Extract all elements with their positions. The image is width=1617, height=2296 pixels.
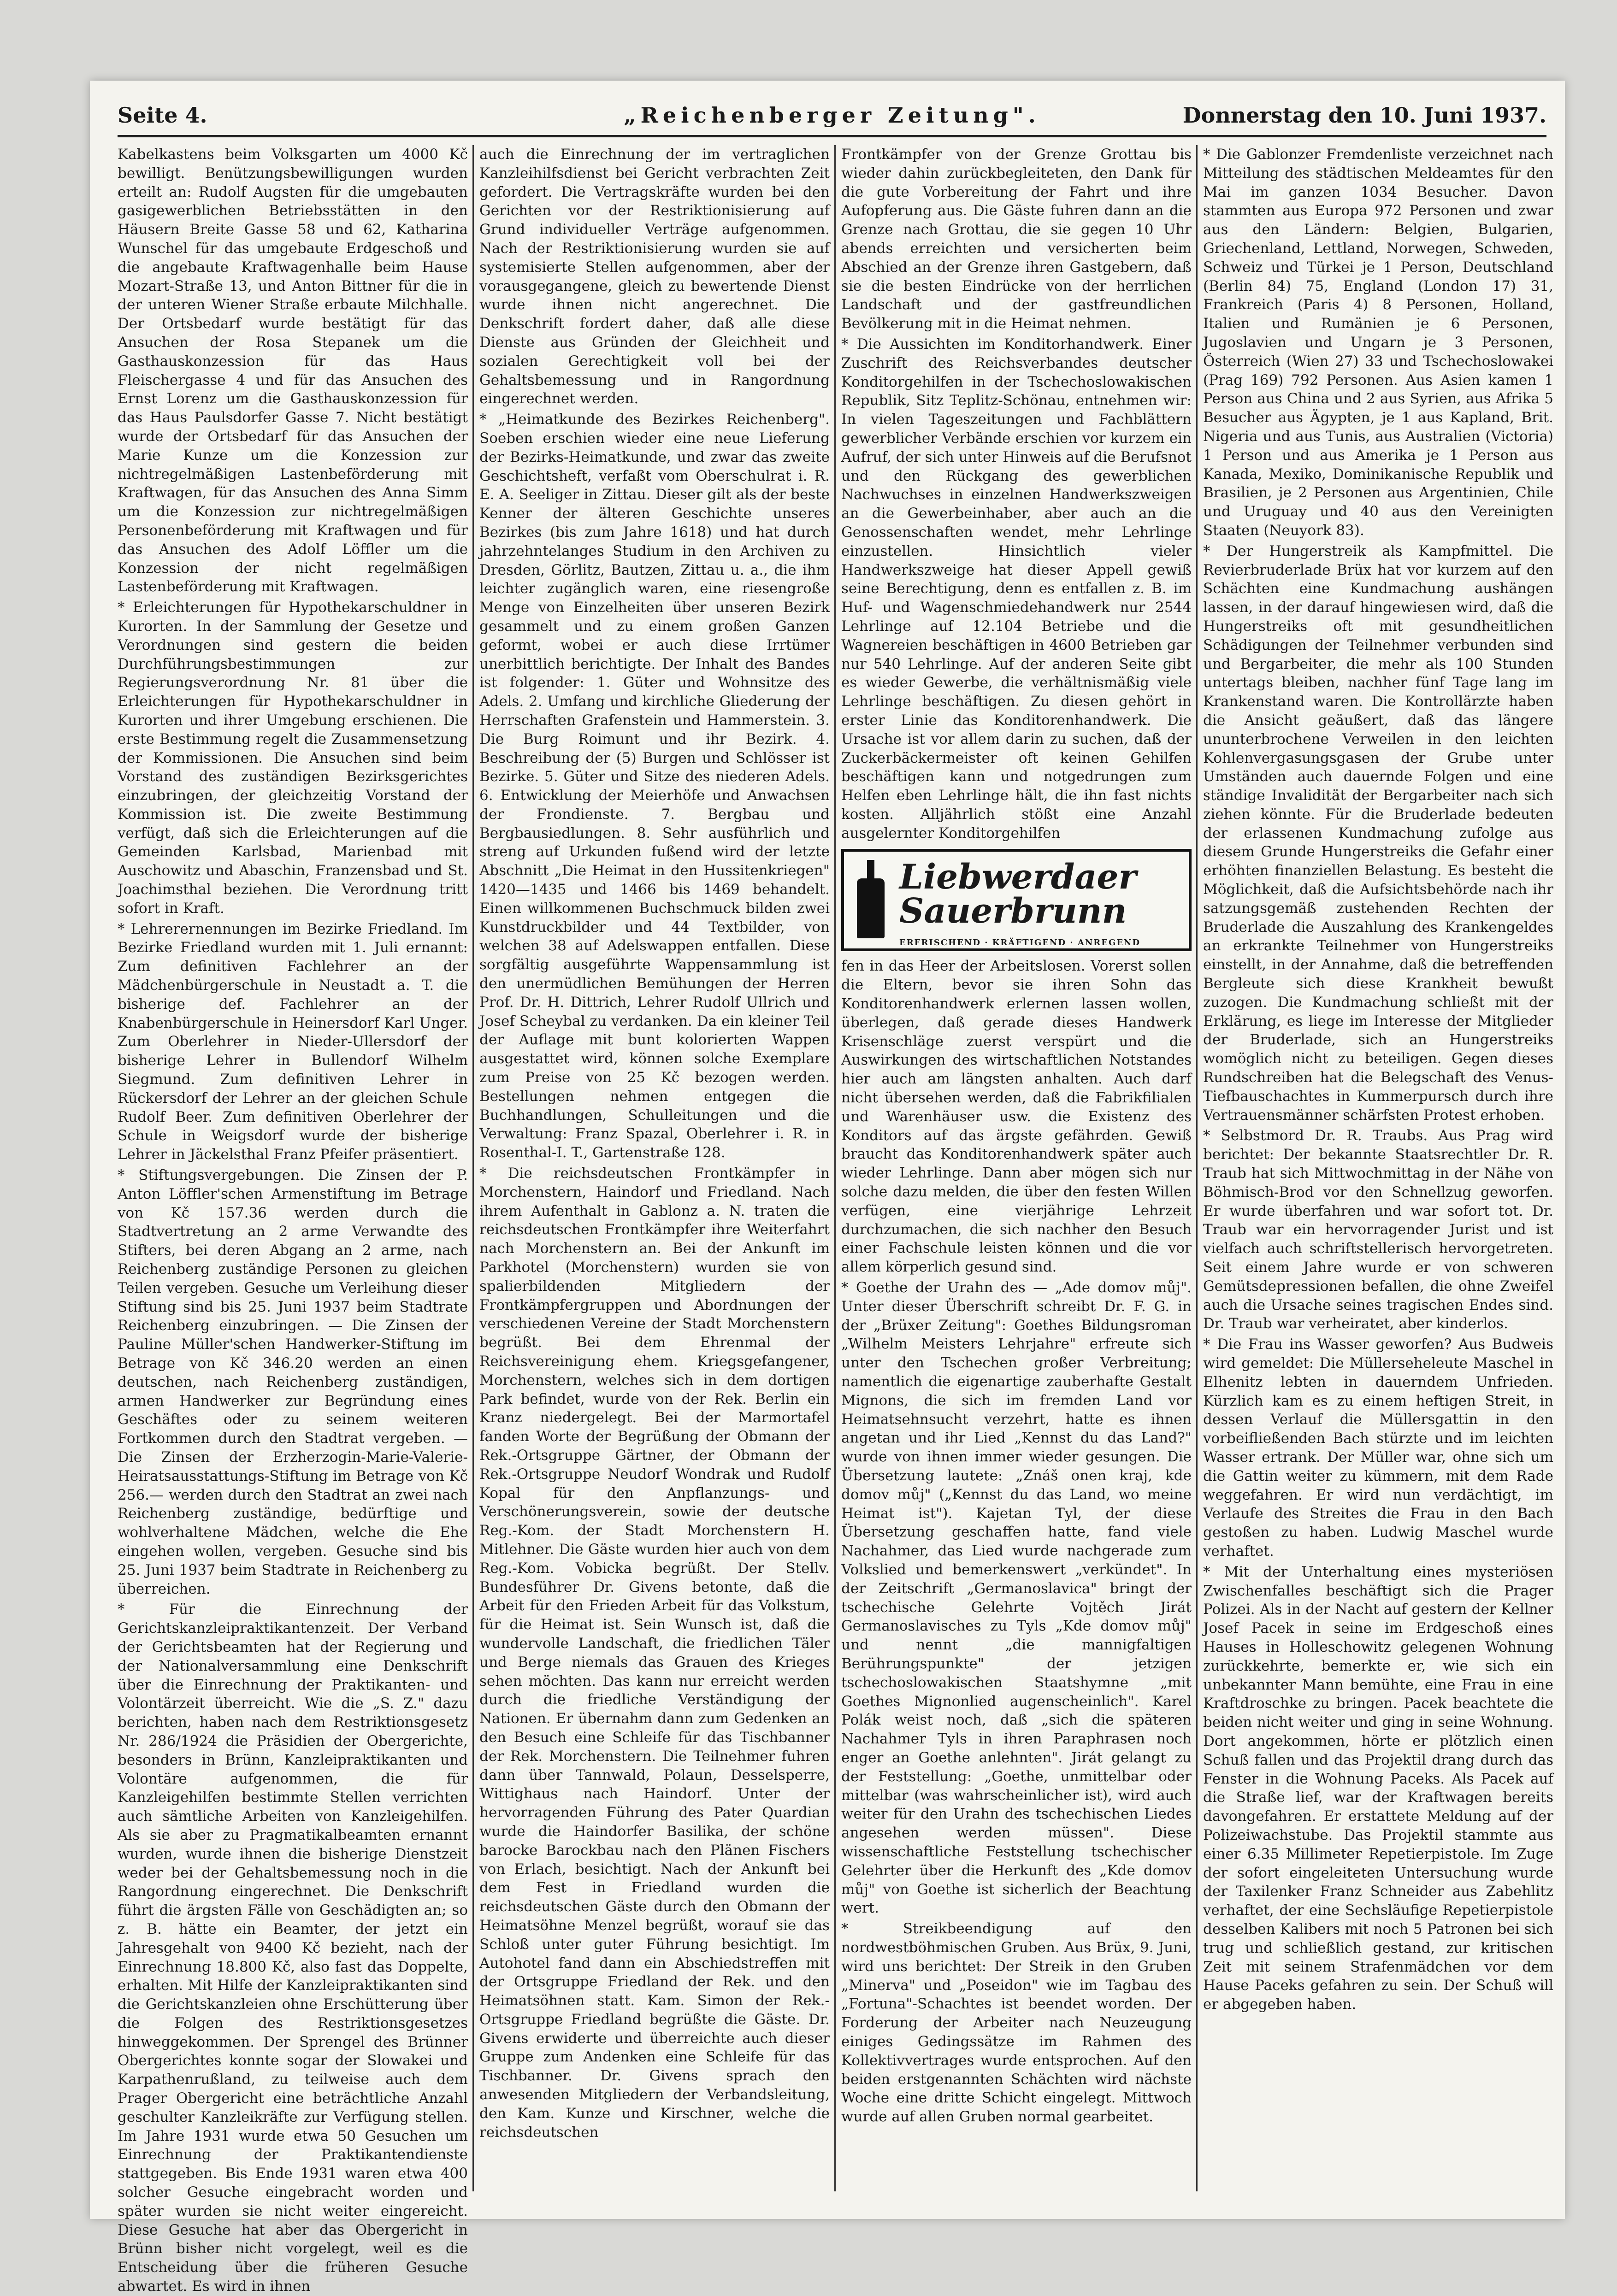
column-2 bbox=[479, 145, 830, 2191]
article-paragraph: * Die Frau ins Wasser geworfen? Aus Budweis wird gemeldet: Die Müllerseheleute Maschel in Elhenitz lebten in dauerndem Unfrieden. Kürzlich kam es zu einem heftigen Streit, in dessen Verlauf die Müllersgattin in den vorbeifließenden Bach stürzte und im leichten Wasser ertrank. Der Müller war, ohne sich um die Gattin weiter zu kümmern, mit dem Rade weggefahren. Er wird nun verdächtigt, im Verlaufe des Streites die Frau in den Bach gestoßen zu haben. Ludwig Maschel wurde verhaftet. bbox=[1203, 1336, 1553, 1560]
article-paragraph: * Für die Einrechnung der Gerichtskanzleipraktikantenzeit. Der Verband der Gerichtsbeamten hat der Regierung und der Nationalversammlung eine Denkschrift über die Einrechnung der Praktikanten- und Volontärzeit überreicht. Wie die „S. Z." dazu berichten, haben nach dem Restriktionsgesetz Nr. 286/1924 die Präsidien der Obergerichte, besonders in Brünn, Kanzleipraktikanten und Volontäre aufgenommen, die für Kanzleigehilfen bestimmte Stellen verrichten auch sämtliche Arbeiten von Kanzleigehilfen. Als sie aber zu Pragmatikalbeamten ernannt wurden, wurde ihnen die bisherige Dienstzeit weder bei der Gehaltsbemessung noch in die Rangordnung eingerechnet. Die Denkschrift führt die ärgsten Fälle von Geschädigten an; so z. B. hätte ein Beamter, der jetzt ein Jahresgehalt von 9400 Kč bezieht, nach der Einrechnung 18.800 Kč, also fast das Doppelte, erhalten. Mit Hilfe der Kanzleipraktikanten sind die Gerichtskanzleien ohne Erschütterung über die Folgen des Restriktionsgesetzes hinweggekommen. Der Sprengel des Brünner Obergerichtes konnte sogar der Slowakei und Karpathenrußland, zu teilweise auch dem Prager Obergericht eine beträchtliche Anzahl geschulter Kanzleikräfte zur Verfügung stellen. Im Jahre 1931 wurde etwa 50 Gesuchen um Einrechnung der Praktikantendienste stattgegeben. Bis Ende 1931 waren etwa 400 solcher Gesuche eingebracht worden und später wurden sie nicht weiter eingereicht. Diese Gesuche hat aber das Obergericht in Brünn bisher nicht vorgelegt, weil es die Entscheidung über die früheren Gesuche abwartet. Es wird in ihnen bbox=[118, 1601, 468, 2295]
article-paragraph: * „Heimatkunde des Bezirkes Reichenberg". Soeben erschien wieder eine neue Lieferung der Bezirks-Heimatkunde, und zwar das zweite Geschichtsheft, verfaßt vom Oberschulrat i. R. E. A. Seeliger in Zittau. Dieser gilt als der beste Kenner der älteren Geschichte unseres Bezirkes (bis zum Jahre 1618) und hat durch jahrzehntelanges Studium in den Archiven zu Dresden, Görlitz, Bautzen, Zittau u. a., die ihm leichter zugänglich waren, eine riesengroße Menge von Einzelheiten über unseren Bezirk gesammelt und zu einem großen Ganzen geformt, wobei er auch diese Irrtümer unerbittlich berichtigte. Der Inhalt des Bandes ist folgender: 1. Güter und Wohnsitze des Adels. 2. Umfang und kirchliche Gliederung der Herrschaften Grafenstein und Hammerstein. 3. Die Burg Roimunt und ihr Bezirk. 4. Beschreibung der (5) Burgen und Schlösser ist Bezirke. 5. Güter und Sitze des niederen Adels. 6. Entwicklung der Meierhöfe und Anwachsen der Frondienste. 7. Bergbau und Bergbausiedlungen. 8. Sehr ausführlich und streng auf Urkunden fußend wird der letzte Abschnitt „Die Heimat in den Hussitenkriegen" 1420—1435 und 1466 bis 1469 behandelt. Einen willkommenen Buchschmuck bilden zwei Kunstdruckbilder und 44 Textbilder, von welchen 38 auf Adelswappen entfallen. Diese sorgfältig ausgeführte Wappensammlung ist den unermüdlichen Bemühungen der Herren Prof. Dr. H. Dittrich, Lehrer Rudolf Ullrich und Josef Scheybal zu verdanken. Da ein kleiner Teil der Auflage mit bunt kolorierten Wappen ausgestattet wird, können solche Exemplare zum Preise von 25 Kč bezogen werden. Bestellungen nehmen entgegen die Buchhandlungen, Schulleitungen und die Verwaltung: Franz Spazal, Oberlehrer i. R. in Rosenthal-I. T., Gartenstraße 128. bbox=[479, 411, 830, 1161]
article-paragraph: * Die reichsdeutschen Frontkämpfer in Morchenstern, Haindorf und Friedland. Nach ihrem Aufenthalt in Gablonz a. N. traten die reichsdeutschen Frontkämpfer ihre Weiterfahrt nach Morchenstern an. Bei der Ankunft im Parkhotel (Morchenstern) wurden sie von spalierbildenden Mitgliedern der Frontkämpfergruppen und Abordnungen der verschiedenen Vereine der Stadt Morchenstern begrüßt. Bei dem Ehrenmal der Reichsvereinigung ehem. Kriegsgefangener, Morchenstern, welches sich in dem dortigen Park befindet, wurde von der Rek. Berlin ein Kranz niedergelegt. Bei der Marmortafel fanden Worte der Begrüßung der Obmann der Rek.-Ortsgruppe Gärtner, der Obmann der Rek.-Ortsgruppe Neudorf Wondrak und Rudolf Kopal für den Anpflanzungs- und Verschönerungsverein, sowie der deutsche Reg.-Kom. der Stadt Morchenstern H. Mitlehner. Die Gäste wurden hier auch von dem Reg.-Kom. Vobicka begrüßt. Der Stellv. Bundesführer Dr. Givens betonte, daß die Arbeit für den Frieden Arbeit für das Volkstum, für die Heimat ist. Sein Wunsch ist, daß die wundervolle Landschaft, die friedlichen Täler und Berge niemals das Grauen des Krieges sehen möchten. Das kann nur erreicht werden durch die friedliche Verständigung der Nationen. Er übernahm dann zum Gedenken an den Besuch eine Schleife für das Tischbanner der Rek. Morchenstern. Die Teilnehmer fuhren dann über Tannwald, Polaun, Desselsperre, Wittighaus nach Haindorf. Unter der hervorragenden Führung des Pater Quardian wurde die Haindorfer Basilika, der schöne barocke Barockbau nach den Plänen Fischers von Erlach, besichtigt. Nach der Ankunft bei dem Fest in Friedland wurden die reichsdeutschen Gäste durch den Obmann der Heimatsöhne Menzel begrüßt, worauf sie das Schloß unter guter Führung besichtigt. Im Autohotel fand dann ein Abschiedstreffen mit der Ortsgruppe Friedland der Rek. und den Heimatsöhnen statt. Kam. Simon der Rek.-Ortsgruppe Friedland begrüßte die Gäste. Dr. Givens erwiderte und überreichte auch dieser Gruppe zum Andenken eine Schleife für das Tischbanner. Dr. Givens sprach den anwesenden Mitgliedern der Verbandsleitung, den Kam. Kunze und Kirschner, welche die reichsdeutschen bbox=[479, 1165, 830, 2141]
column-1 bbox=[118, 145, 468, 2295]
article-paragraph: * Die Aussichten im Konditorhandwerk. Einer Zuschrift des Reichsverbandes deutscher Konditorgehilfen in der Tschechoslowakischen Republik, Sitz Teplitz-Schönau, entnehmen wir: In vielen Tageszeitungen und Fachblättern gewerblicher Verbände erschien vor kurzem ein Aufruf, der sich unter Hinweis auf die Berufsnot und den Rückgang des gewerblichen Nachwuchses in einzelnen Handwerkszweigen an die Gewerbeinhaber, aber auch an die Genossenschaften wendet, mehr Lehrlinge einzustellen. Hinsichtlich vieler Handwerkszweige hat dieser Appell gewiß seine Berechtigung, denn es entfallen z. B. im Huf- und Wagenschmiedehandwerk nur 2544 Lehrlinge auf 12.104 Betriebe und die Wagnereien beschäftigen in 4600 Betrieben gar nur 540 Lehrlinge. Auf der anderen Seite gibt es wieder Gewerbe, die verhältnismäßig viele Lehrlinge beschäftigen. Zu diesen gehört in erster Linie das Konditorenhandwerk. Die Ursache ist vor allem darin zu suchen, daß der Zuckerbäckermeister oft keinen Gehilfen beschäftigen kann und notgedrungen zum Helfen eben Lehrlinge hält, die ihn fast nichts kosten. Alljährlich stößt eine Anzahl ausgelernter Konditorgehilfen bbox=[841, 336, 1192, 842]
ad-brand-line1: Liebwerdaer bbox=[899, 857, 1137, 897]
column-divider bbox=[834, 145, 836, 2191]
article-paragraph: * Streikbeendigung auf den nordwestböhmischen Gruben. Aus Brüx, 9. Juni, wird uns berichtet: Der Streik in den Gruben „Minerva" und „Poseidon" wie im Tagbau des „Fortuna"-Schachtes ist beendet worden. Der Forderung der Arbeiter nach Neuzeugung einiges Gedingssätze im Rahmen des Kollektivvertrages wurde entsprochen. Auf den beiden erstgenannten Schächten wird nächste Woche eine dritte Schicht eingelegt. Mittwoch wurde auf allen Gruben normal gearbeitet. bbox=[841, 1920, 1192, 2125]
page-header bbox=[118, 103, 1546, 140]
article-paragraph: * Mit der Unterhaltung eines mysteriösen Zwischenfalles beschäftigt sich die Prager Polizei. Als in der Nacht auf gestern der Kellner Josef Pacek in seine im Erdgeschoß eines Hauses in Holleschowitz gelegenen Wohnung zurückkehrte, bemerkte er, wie sich ein unbekannter Mann bemühte, eine Frau in eine Kraftdroschke zu bringen. Pacek beachtete die beiden nicht weiter und ging in seine Wohnung. Dort angekommen, hörte er plötzlich einen Schuß fallen und das Projektil drang durch das Fenster in die Wohnung Paceks. Als Pacek auf die Straße lief, war der Kraftwagen bereits davongefahren. Er erstattete Meldung auf der Polizeiwachstube. Das Projektil stammte aus einer 6.35 Millimeter Repetierpistole. Im Zuge der sofort eingeleiteten Untersuchung wurde der Taxilenker Franz Schneider aus Zabehlitz verhaftet, der eine Sechsläufige Repetierpistole desselben Kalibers mit noch 5 Patronen bei sich trug und schließlich gestand, zur kritischen Zeit mit seinem Strafenmädchen vor dem Hause Paceks gefahren zu sein. Der Schuß will er abgegeben haben. bbox=[1203, 1563, 1553, 2013]
page-number: Seite 4. bbox=[118, 103, 207, 128]
article-paragraph: * Der Hungerstreik als Kampfmittel. Die Revierbruderlade Brüx hat vor kurzem auf den Schächten eine Kundmachung aushängen lassen, in der darauf hingewiesen wird, daß die Hungerstreiks oft mit gesundheitlichen Schädigungen der Teilnehmer verbunden sind und Bergarbeiter, die mehr als 100 Stunden untertags bleiben, nachher fünf Tage lang im Krankenstand waren. Die Kontrollärzte haben die Ansicht geäußert, daß das längere ununterbrochene Verweilen in den leichten Kohlenvergasungsgasen der Grube unter Umständen auch dauernde Folgen und eine ständige Invalidität der Bergarbeiter nach sich ziehen könnte. Für die Bruderlade bedeuten der erlassenen Kundmachung zufolge aus diesem Grunde Hungerstreiks die Gefahr einer erhöhten finanziellen Belastung. Es besteht die Möglichkeit, daß die Aufsichtsbehörde nach ihr satzungsgemäß zustehenden Rechten der Bruderlade die Auszahlung des Krankengeldes an erkrankte Teilnehmer von Hungerstreiks einstellt, in der Annahme, daß die betreffenden Bergleute sich diese Krankheit bewußt zuzogen. Die Kundmachung schließt mit der Erklärung, es liege im Interesse der Mitglieder der Bruderlade, sich an Hungerstreiks womöglich nicht zu beteiligen. Gegen dieses Rundschreiben hat die Belegschaft des Venus-Tiefbauschachtes in Kummerpursch durch ihre Vertrauensmänner schärfsten Protest erhoben. bbox=[1203, 542, 1553, 1124]
article-paragraph: fen in das Heer der Arbeitslosen. Vorerst sollen die Eltern, bevor sie ihren Sohn das Konditorenhandwerk erlernen lassen wollen, überlegen, daß gerade dieses Handwerk Krisenschläge zuerst verspürt und die Auswirkungen des wirtschaftlichen Notstandes hier auch am längsten anhalten. Auch darf nicht übersehen werden, daß die Fabrikfilialen und Warenhäuser usw. die Existenz des Konditors auf das ärgste gefährden. Gewiß braucht das Konditorenhandwerk später auch wieder Lehrlinge. Dann aber mögen sich nur solche dazu melden, die über den festen Willen verfügen, eine vierjährige Lehrzeit durchzumachen, die sich nachher den Besuch einer Fachschule leisten können und die vor allem körperlich gesund sind. bbox=[841, 958, 1192, 1276]
article-paragraph: * Die Gablonzer Fremdenliste verzeichnet nach Mitteilung des städtischen Meldeamtes für den Mai im ganzen 1034 Besucher. Davon stammten aus Europa 972 Personen und zwar aus den Ländern: Belgien, Bulgarien, Griechenland, Lettland, Norwegen, Schweden, Schweiz und Türkei je 1 Person, Deutschland (Berlin 84) 75, England (London 17) 31, Frankreich (Paris 4) 8 Personen, Holland, Italien und Rumänien je 6 Personen, Jugoslavien und Ungarn je 3 Personen, Österreich (Wien 27) 33 und Tschechoslowakei (Prag 169) 792 Personen. Aus Asien kamen 1 Person aus China und 2 aus Syrien, aus Afrika 5 Besucher aus Ägypten, je 1 aus Kapland, Brit. Nigeria und aus Tunis, aus Australien (Victoria) 1 Person und aus Amerika je 1 Person aus Kanada, Mexiko, Dominikanische Republik und Brasilien, je 2 Personen aus Argentinien, Chile und Uruguay und 40 aus den Vereinigten Staaten (Neuyork 83). bbox=[1203, 146, 1553, 539]
article-paragraph: Kabelkastens beim Volksgarten um 4000 Kč bewilligt. Benützungsbewilligungen wurden erteilt an: Rudolf Augsten für die umgebauten gasigewerblichen Betriebsstätten in den Häusern Breite Gasse 58 und 62, Katharina Wunschel für das umgebaute Erdgeschoß und die angebaute Kraftwagenhalle beim Hause Mozart-Straße 13, und Anton Bittner für die in der unteren Wiener Straße erbaute Milchhalle. Der Ortsbedarf wurde bestätigt für das Ansuchen der Rosa Stepanek um die Gasthauskonzession für das Haus Fleischergasse 4 und für das Ansuchen des Ernst Lorenz um die Gasthauskonzession für das Haus Paulsdorfer Gasse 7. Nicht bestätigt wurde der Ortsbedarf für das Ansuchen der Marie Kunze um die Konzession zur nichtregelmäßigen Lastenbeförderung mit Kraftwagen, für das Ansuchen des Anna Simm um die Konzession zur nichtregelmäßigen Personenbeförderung mit Kraftwagen und für das Ansuchen des Adolf Löffler um die Konzession der nicht regelmäßigen Lastenbeförderung mit Kraftwagen. bbox=[118, 146, 468, 595]
newspaper-page bbox=[90, 81, 1565, 2295]
advertisement-liebwerdaer bbox=[841, 849, 1192, 951]
article-paragraph: * Lehrerernennungen im Bezirke Friedland. Im Bezirke Friedland wurden mit 1. Juli ernannt: Zum definitiven Fachlehrer an der Mädchenbürgerschule in Neustadt a. T. die bisherige def. Fachlehrer an der Knabenbürgerschule in Heinersdorf Karl Unger. Zum Oberlehrer in Nieder-Ullersdorf der bisherige Lehrer in Bullendorf Wilhelm Siegmund. Zum definitiven Lehrer in Rückersdorf der Lehrer an der gleichen Schule Rudolf Beer. Zum definitiven Oberlehrer der Schule in Weigsdorf wurde der bisherige Lehrer in Jäckelsthal Franz Pfeifer präsentiert. bbox=[118, 920, 468, 1163]
column-3 bbox=[841, 145, 1192, 2191]
issue-date: Donnerstag den 10. Juni 1937. bbox=[1182, 103, 1546, 128]
header-rule bbox=[118, 135, 1546, 137]
article-paragraph: auch die Einrechnung der im vertraglichen Kanzleihilfsdienst bei Gericht verbrachten Zeit gefordert. Die Vertragskräfte wurden bei den Gerichten vor der Restriktionisierung auf Grund individueller Verträge aufgenommen. Nach der Restriktionisierung wurden sie auf systemisierte Stellen aufgenommen, aber der vorausgegangene, gleich zu bewertende Dienst wurde ihnen nicht angerechnet. Die Denkschrift fordert daher, daß alle diese Dienste aus Gründen der Gleichheit und sozialen Gerechtigkeit voll bei der Gehaltsbemessung und in Rangordnung eingerechnet werden. bbox=[479, 146, 830, 407]
article-paragraph: * Stiftungsvergebungen. Die Zinsen der P. Anton Löffler'schen Armenstiftung im Betrage von Kč 157.36 werden durch die Stadtvertretung an 2 arme Verwandte des Stifters, bei deren Abgang an 2 arme, nach Reichenberg zuständige Personen zu gleichen Teilen vergeben. Gesuche um Verleihung dieser Stiftung sind bis 25. Juni 1937 beim Stadtrate Reichenberg einzubringen. — Die Zinsen der Pauline Müller'schen Handwerker-Stiftung im Betrage von Kč 346.20 werden an einen deutschen, nach Reichenberg zuständigen, armen Handwerker zur Begründung eines Geschäftes oder zu seinem weiteren Fortkommen durch den Stadtrat vergeben. — Die Zinsen der Erzherzogin-Marie-Valerie-Heiratsausstattungs-Stiftung im Betrage von Kč 256.— werden durch den Stadtrat an zwei nach Reichenberg zuständige, bedürftige und wohlverhaltene Mädchen, welche die Ehe eingehen wollen, vergeben. Gesuche sind bis 25. Juni 1937 beim Stadtrate in Reichenberg zu überreichen. bbox=[118, 1167, 468, 1597]
article-paragraph: * Goethe der Urahn des — „Ade domov můj". Unter dieser Überschrift schreibt Dr. F. G. in der „Brüxer Zeitung": Goethes Bildungsroman „Wilhelm Meisters Lehrjahre" erfreute sich unter den Tschechen großer Verbreitung; namentlich die eigenartige zauberhafte Gestalt Mignons, die sich im fremden Land vor Heimatsehnsucht verzehrt, hatte es ihnen angetan und ihr Lied „Kennst du das Land?" wurde von ihnen immer wieder gesungen. Die Übersetzung lautete: „Znáš onen kraj, kde domov můj" („Kennst du das Land, wo meine Heimat ist"). Kajetan Tyl, der diese Übersetzung geschaffen hatte, fand viele Nachahmer, das Lied wurde nachgerade zum Volkslied und bemerkenswert „verkündet". In der Zeitschrift „Germanoslavica" bringt der tschechische Gelehrte Vojtěch Jirát Germanoslavisches zu Tyls „Kde domov můj" und nennt „die mannigfaltigen Berührungspunkte" der jetzigen tschechoslowakischen Staatshymne „mit Goethes Mignonlied augenscheinlich". Karel Polák weist noch, daß „sich die späteren Nachahmer Tyls in ihren Paraphrasen noch enger an Goethe anlehnten". Jirát gelangt zu der Feststellung: „Goethe, unmittelbar oder mittelbar (was wahrscheinlicher ist), wird auch weiter für den Urahn des tschechischen Liedes angesehen werden müssen". Diese wissenschaftliche Feststellung tschechischer Gelehrter über die Herkunft des „Kde domov můj" von Goethe ist sicherlich der Beachtung wert. bbox=[841, 1279, 1192, 1917]
ad-tagline: ERFRISCHEND · KRÄFTIGEND · ANREGEND bbox=[899, 938, 1141, 948]
columns bbox=[118, 145, 1553, 2295]
column-4 bbox=[1203, 145, 1553, 2191]
article-paragraph: * Erleichterungen für Hypothekarschuldner in Kurorten. In der Sammlung der Gesetze und Verordnungen sind gestern die beiden Durchführungsbestimmungen zur Regierungsverordnung Nr. 81 über die Erleichterungen für Hypothekarschuldner in Kurorten und ihrer Umgebung erschienen. Die erste Bestimmung regelt die Zusammensetzung der Kommissionen. Die Ansuchen sind beim Vorstand des zuständigen Bezirksgerichtes einzubringen, der gleichzeitig Vorstand der Kommission ist. Die zweite Bestimmung verfügt, daß sich die Erleichterungen auf die Gemeinden Karlsbad, Marienbad mit Auschowitz und Abaschin, Franzensbad und St. Joachimsthal beziehen. Die Verordnung tritt sofort in Kraft. bbox=[118, 599, 468, 917]
masthead-title: „Reichenberger Zeitung". bbox=[624, 103, 1040, 128]
column-divider bbox=[472, 145, 474, 2191]
article-paragraph: * Selbstmord Dr. R. Traubs. Aus Prag wird berichtet: Der bekannte Staatsrechtler Dr. R. Traub hat sich Mittwochmittag in der Nähe von Böhmisch-Brod vor den Schnellzug geworfen. Er wurde überfahren und war sofort tot. Dr. Traub war ein hervorragender Jurist und ist vielfach auch schriftstellerisch hervorgetreten. Seit einem Jahre wurde er von schweren Gemütsdepressionen befallen, die ohne Zweifel auch die Ursache seines tragischen Endes sind. Dr. Traub war verheiratet, aber kinderlos. bbox=[1203, 1127, 1553, 1332]
bottle-icon bbox=[857, 860, 885, 938]
column-divider bbox=[1196, 145, 1198, 2191]
ad-brand-line2: Sauerbrunn bbox=[899, 891, 1127, 931]
article-paragraph: Frontkämpfer von der Grenze Grottau bis wieder dahin zurückbegleiteten, den Dank für die gute Vorbereitung der Fahrt und ihre Aufopferung aus. Die Gäste fuhren dann an die Grenze nach Grottau, die sie gegen 10 Uhr abends erreichten und versicherten beim Abschied an der Grenze ihren Gastgebern, daß sie die besten Eindrücke von der herrlichen Landschaft und der gastfreundlichen Bevölkerung mit in die Heimat nehmen. bbox=[841, 146, 1192, 332]
